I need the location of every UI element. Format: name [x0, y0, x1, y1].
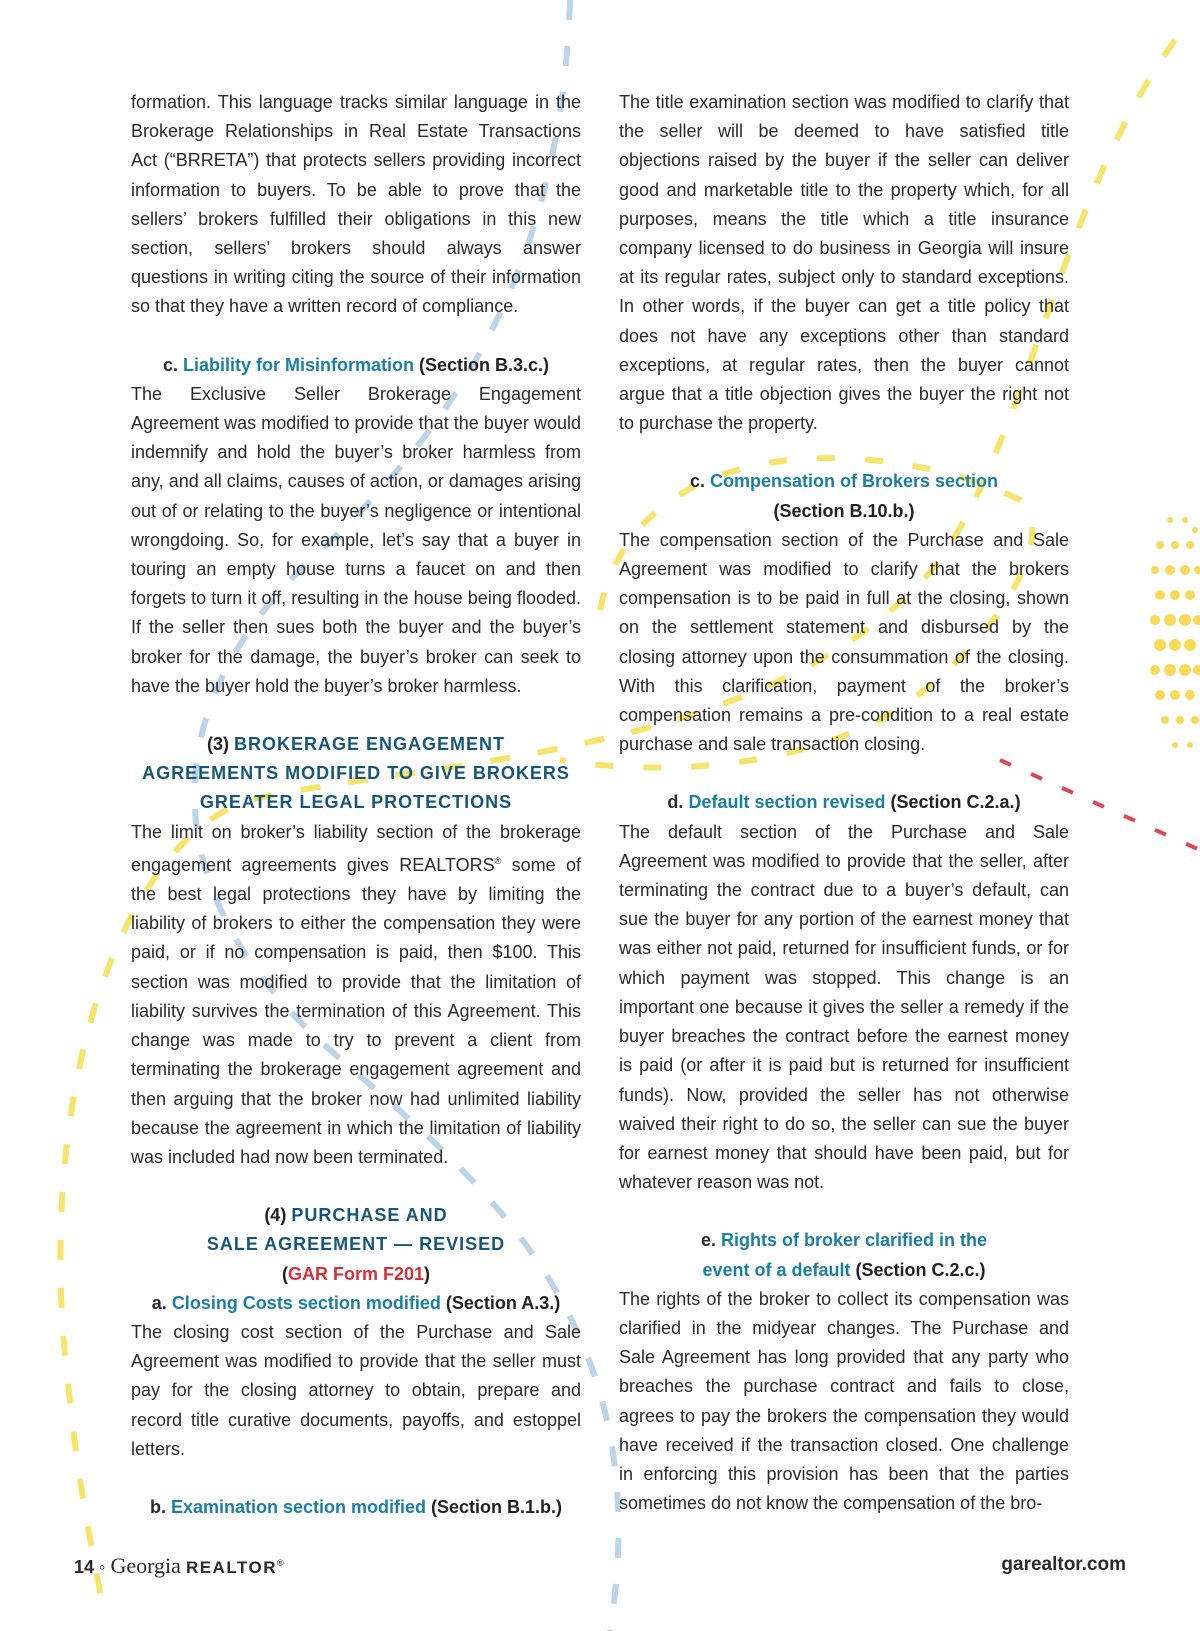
subheading-section: (Section C.2.c.): [855, 1259, 986, 1280]
page-number: 14: [74, 1557, 95, 1577]
subheading-letter: d.: [667, 792, 684, 813]
body-paragraph: formation. This language tracks similar language in the Brokerage Relationships in Real Estate Transactions Act (“BRRETA”) that protects sellers providing incorrect information to buyers. To be able to prove that the sellers’ brokers fulfilled their obligations in this new section, sellers’ brokers should always answer questions in writing citing the source of their information so that they have a written record of compliance.: [131, 92, 581, 317]
subheading-title: Compensation of Brokers section: [709, 471, 999, 492]
subheading-letter: e.: [700, 1230, 716, 1251]
body-paragraph: The title examination section was modified to clarify that the seller will be deemed to have satisfied title objections raised by the buyer if the seller can deliver good and marketable title to the property which, for all purposes, means the title which a title insurance company licensed to do business in Georgia will insure at its regular rates, subject only to standard exceptions. In other words, if the buyer can get a title policy that does not have any exceptions other than standard exceptions, at regular rates, then the buyer cannot argue that a title objection gives the buyer the right not to purchase the property.: [619, 92, 1069, 434]
body-paragraph: The closing cost section of the Purchase and Sale Agreement was modified to provide that the seller must pay for the closing attorney to obtain, prepare and record title curative documents, payoffs, and estoppel letters.: [131, 1321, 581, 1459]
subheading-title: event of a default: [702, 1259, 851, 1280]
folio-separator: ◦: [99, 1557, 106, 1577]
subheading-letter: a.: [151, 1292, 167, 1313]
registered-mark: ®: [494, 855, 502, 866]
subheading-title: Rights of broker clarified in the: [720, 1230, 988, 1251]
registered-mark: ®: [277, 1558, 284, 1568]
subheading-section: (Section B.3.c.): [419, 354, 550, 375]
body-paragraph: The Exclusive Seller Brokerage Engagement Agreement was modified to provide that the buyer would indemnify and hold the buyer’s broker harmless from any, and all claims, causes of action, or damages arising out of or relating to the buyer’s negligence or intentional wrongdoing. So, for example, let’s say that a buyer in touring an empty house turns a faucet on and then forgets to turn it off, resulting in the house being flooded. If the seller then sues both the buyer and the buyer’s broker for the damage, the buyer’s broker can seek to have the buyer hold the buyer’s broker harmless.: [131, 383, 581, 696]
magazine-name-realtor: REALTOR: [185, 1558, 278, 1577]
subheading-closing-costs: [131, 1289, 581, 1318]
subheading-title: Examination section modified: [170, 1496, 427, 1517]
section-number: (3): [206, 734, 229, 755]
subheading-section: (Section C.2.a.): [890, 792, 1021, 813]
subheading-section: (Section B.1.b.): [431, 1496, 563, 1517]
subheading-title: Default section revised: [688, 792, 886, 813]
section-heading-line: BROKERAGE ENGAGEMENT: [234, 734, 506, 755]
body-paragraph: The default section of the Purchase and Sale Agreement was modified to provide that the seller, after terminating the contract due to a buyer’s default, can sue the buyer for any portion of the earnest money that was either not paid, returned for insufficient funds, or for which payment was stopped. This change is an important one because it gives the seller a remedy if the buyer breaches the contract before the earnest money is paid (or after it is paid but is returned for insufficient funds). Now, provided the seller has not otherwise waived their right to do so, the seller can sue the buyer for earnest money that should have been paid, but for whatever reason was not.: [619, 821, 1069, 1193]
magazine-name: Georgia: [110, 1553, 181, 1578]
left-column: [131, 88, 581, 1522]
section-number: (4): [264, 1205, 287, 1226]
subheading-letter: c.: [162, 354, 178, 375]
section-heading-line: PURCHASE AND: [291, 1205, 448, 1226]
form-reference: GAR Form F201: [287, 1263, 425, 1284]
subheading-section: (Section A.3.): [445, 1292, 561, 1313]
right-column: [619, 88, 1069, 1518]
subheading-default: [619, 788, 1069, 817]
section-heading-3: [131, 730, 581, 818]
section-heading-4: (4) PURCHASE AND SALE AGREEMENT — REVISED (GAR Form F201): [206, 1205, 506, 1284]
subheading-section: (Section B.10.b.): [773, 500, 915, 521]
body-paragraph: The limit on broker’s liability section of the brokerage engagement agreements gives REALTORS® some of the best legal protections they have by limiting the liability of brokers to either the compensation they were paid, or if no compensation is paid, then $100. This section was modified to provide that the limitation of liability survives the termination of this Agreement. This change was made to try to prevent a client from terminating the brokerage engagement agreement and then arguing that the broker now had unlimited liability because the agreement in which the limitation of liability was included had now been terminated.: [131, 821, 581, 1167]
section-heading-line: GREATER LEGAL PROTECTIONS: [199, 792, 513, 813]
footer-website: garealtor.com: [1001, 1554, 1126, 1575]
section-heading-line: SALE AGREEMENT — REVISED: [206, 1234, 506, 1255]
subheading-compensation: [619, 467, 1069, 525]
body-paragraph: The rights of the broker to collect its compensation was clarified in the midyear changes. The Purchase and Sale Agreement has long provided that any party who breaches the purchase contract and fails to close, agrees to pay the brokers the compensation they would have received if the transaction closed. One challenge in enforcing this provision has been that the parties sometimes do not know the compensation of the bro-: [619, 1288, 1069, 1514]
subheading-title: Liability for Misinformation: [182, 354, 414, 375]
subheading-letter: c.: [689, 471, 705, 492]
subheading-letter: b.: [149, 1496, 166, 1517]
subheading-title: Closing Costs section modified: [171, 1292, 441, 1313]
subheading-liability: [131, 351, 581, 380]
subheading-rights-of-broker: [619, 1226, 1069, 1284]
section-heading-line: AGREEMENTS MODIFIED TO GIVE BROKERS: [142, 763, 570, 784]
subheading-examination: [131, 1493, 581, 1522]
body-paragraph: The compensation section of the Purchase and Sale Agreement was modified to clarify that the brokers compensation is to be paid in full at the closing, shown on the settlement statement and disbursed by the closing attorney upon the consummation of the closing. With this clarification, payment of the broker’s compensation remains a pre-condition to a real estate purchase and sale transaction closing.: [619, 529, 1069, 755]
footer-folio: [74, 1553, 284, 1579]
